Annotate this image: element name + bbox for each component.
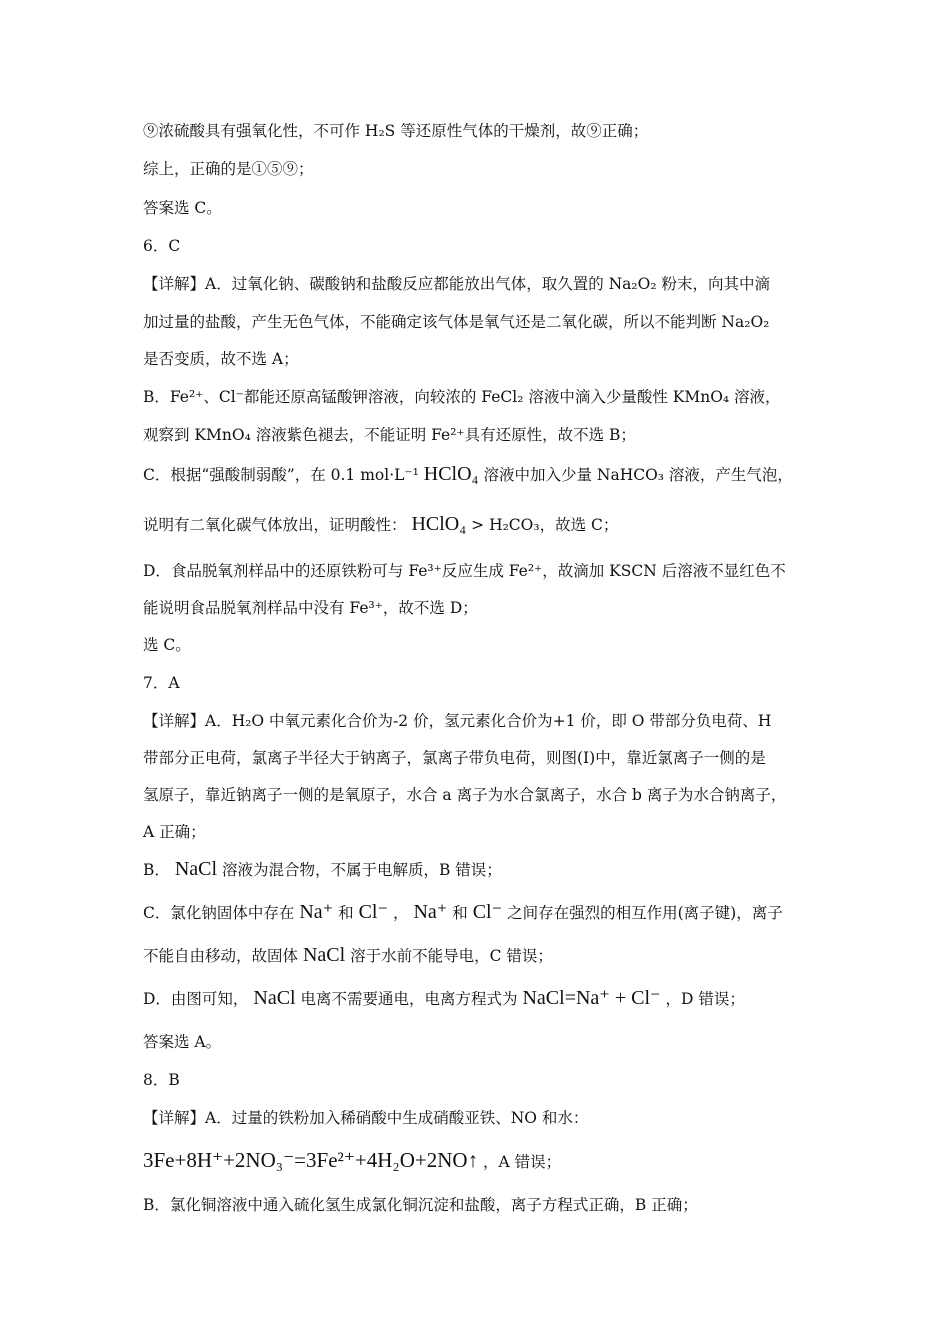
text-line: [143, 988, 813, 1009]
ionic-equation: 3Fe+8H⁺+2NO₃⁻=3Fe²⁺+4H₂O+2NO↑: [143, 1148, 479, 1172]
text-line: 【详解】A．H₂O 中氧元素化合价为-2 价，氢元素化合价为+1 价，即 O 带部分负电荷、H: [143, 712, 772, 730]
text-line: D．食品脱氧剂样品中的还原铁粉可与 Fe³⁺反应生成 Fe²⁺，故滴加 KSCN 后溶液不显红色不: [143, 562, 786, 580]
text-segment: 溶液中加入少量 NaHCO₃ 溶液，产生气泡，: [483, 466, 793, 484]
text-segment: B．: [143, 861, 170, 879]
text-segment: 溶液为混合物，不属于电解质，B 错误；: [221, 861, 502, 879]
text-line: 观察到 KMnO₄ 溶液紫色褪去，不能证明 Fe²⁺具有还原性，故不选 B；: [143, 426, 636, 444]
text-line: 能说明食品脱氧剂样品中没有 Fe³⁺，故不选 D；: [143, 599, 478, 617]
formula: NaCl: [174, 858, 218, 880]
text-line: 氢原子，靠近钠离子一侧的是氧原子，水合 a 离子为水合氯离子，水合 b 离子为水合钠离子，: [143, 786, 787, 804]
text-line: 【详解】A．过量的铁粉加入稀硝酸中生成硝酸亚铁、NO 和水：: [143, 1109, 589, 1127]
text-line: 带部分正电荷，氯离子半径大于钠离子，氯离子带负电荷，则图(I)中，靠近氯离子一侧的是: [143, 749, 766, 767]
text-line: A 正确；: [143, 823, 206, 841]
text-line: [143, 902, 813, 923]
formula: Na⁺: [299, 901, 334, 923]
text-line: 【详解】A．过氧化钠、碳酸钠和盐酸反应都能放出气体，取久置的 Na₂O₂ 粉末，向其中滴: [143, 275, 770, 293]
text-line: B．氯化铜溶液中通入硫化氢生成氯化铜沉淀和盐酸，离子方程式正确，B 正确；: [143, 1196, 698, 1214]
formula: HClO₄: [423, 463, 479, 485]
text-segment: ，: [392, 904, 409, 922]
text-line: [143, 514, 813, 535]
text-segment: 和: [452, 904, 468, 922]
text-segment: ，D 错误；: [665, 990, 745, 1008]
text-line: 是否变质，故不选 A；: [143, 350, 299, 368]
formula: Na⁺: [413, 901, 448, 923]
text-line: 答案选 C。: [143, 199, 222, 217]
text-segment: 不能自由移动，故固体: [143, 947, 299, 965]
question-number: 7．A: [143, 674, 180, 692]
question-number: 6．C: [143, 237, 181, 255]
text-segment: 溶于水前不能导电，C 错误；: [350, 947, 553, 965]
formula: NaCl=Na⁺ + Cl⁻: [522, 987, 661, 1009]
text-line: 综上，正确的是①⑤⑨；: [143, 160, 314, 178]
text-segment: D．由图可知，: [143, 990, 249, 1008]
text-segment: > H₂CO₃，故选 C；: [471, 516, 619, 534]
text-segment: C．根据“强酸制弱酸”，在 0.1 mol·L⁻¹: [143, 466, 419, 484]
text-line: 加过量的盐酸，产生无色气体，不能确定该气体是氧气还是二氧化碳，所以不能判断 Na₂O₂: [143, 313, 770, 331]
text-line: [143, 945, 813, 966]
text-segment: 电离不需要通电，电离方程式为: [300, 990, 518, 1008]
formula: NaCl: [253, 987, 296, 1009]
question-number: 8．B: [143, 1071, 180, 1089]
formula: Cl⁻: [358, 901, 389, 923]
text-line: 答案选 A。: [143, 1033, 222, 1051]
formula: Cl⁻: [472, 901, 503, 923]
text-line: 选 C。: [143, 636, 191, 654]
text-segment: C．氯化钠固体中存在: [143, 904, 295, 922]
text-segment: ，A 错误；: [483, 1153, 562, 1171]
text-line: [143, 1150, 813, 1172]
text-line: ⑨浓硫酸具有强氧化性，不可作 H₂S 等还原性气体的干燥剂，故⑨正确；: [143, 122, 649, 140]
text-line: [143, 464, 813, 485]
text-segment: 之间存在强烈的相互作用(离子键)，离子: [507, 904, 783, 922]
formula: NaCl: [302, 944, 346, 966]
text-segment: 和: [338, 904, 354, 922]
text-line: B．Fe²⁺、Cl⁻都能还原高锰酸钾溶液，向较浓的 FeCl₂ 溶液中滴入少量酸性 KMnO₄ 溶液，: [143, 388, 781, 406]
text-line: [143, 859, 813, 880]
text-segment: 说明有二氧化碳气体放出，证明酸性：: [143, 516, 407, 534]
formula: HClO₄: [411, 513, 467, 535]
